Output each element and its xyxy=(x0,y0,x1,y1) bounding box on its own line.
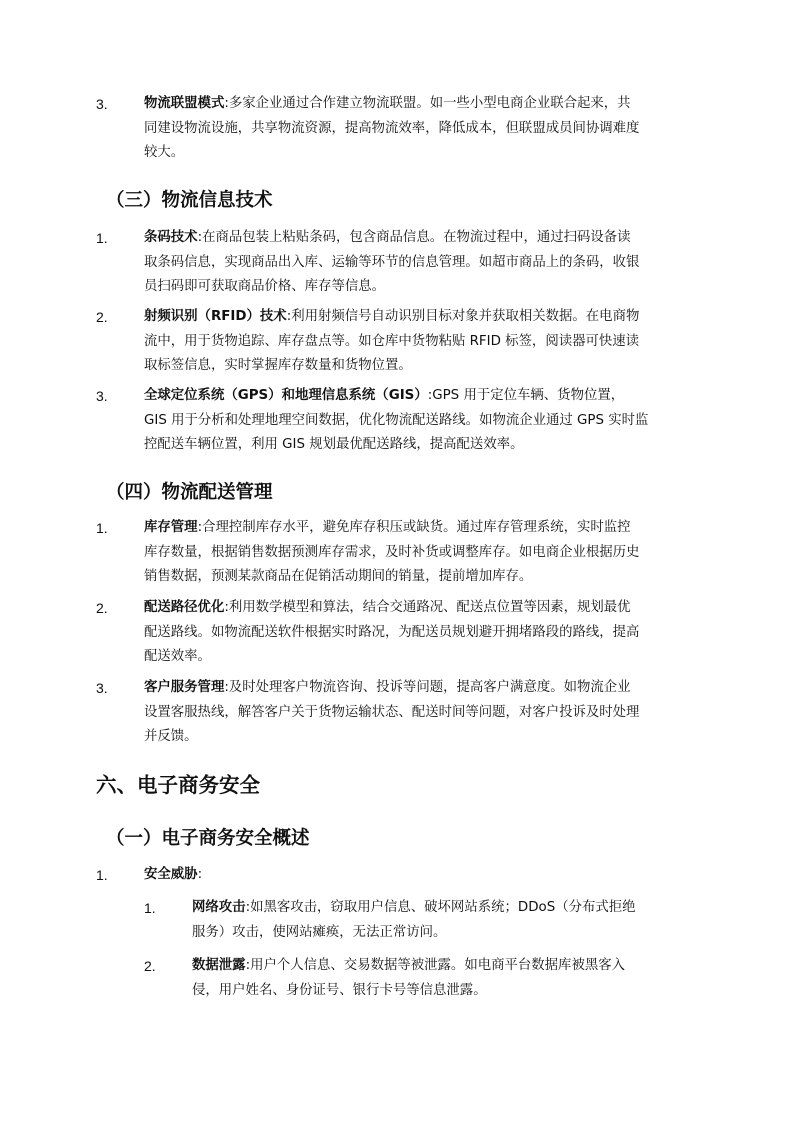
list-number: 3. xyxy=(96,388,108,404)
list-item-body: 配送路径优化:利用数学模型和算法，结合交通路况、配送点位置等因素，规划最优 配送路线。如物流配送软件根据实时路况，为配送员规划避开拥堵路段的路线，提高 配送效率。 xyxy=(144,600,640,664)
list-number: 2. xyxy=(96,600,108,616)
term-label: 客户服务管理 xyxy=(144,680,225,695)
list-number: 2. xyxy=(96,309,108,325)
term-label: 物流联盟模式 xyxy=(144,96,225,111)
heading-logistics-info-tech: （三）物流信息技术 xyxy=(106,190,273,211)
term-label: 条码技术 xyxy=(144,230,198,245)
list-item-body: 全球定位系统（GPS）和地理信息系统（GIS）:GPS 用于定位车辆、货物位置， GIS 用于分析和处理地理空间数据，优化物流配送路线。如物流企业通过 GPS 实时监 控配送车辆位置，利用 GIS 规划最优配送路线，提高配送效率。 xyxy=(144,388,649,452)
list-item-body: 网络攻击:如黑客攻击，窃取用户信息、破坏网站系统；DDoS（分布式拒绝 服务）攻击，使网站瘫痪，无法正常访问。 xyxy=(192,900,636,940)
list-number: 2. xyxy=(144,958,156,974)
list-item-body: 安全威胁: xyxy=(144,867,203,882)
list-number: 1. xyxy=(96,520,108,536)
term-label: 网络攻击 xyxy=(192,900,246,915)
list-number: 1. xyxy=(144,900,156,916)
term-label: 数据泄露 xyxy=(192,958,246,973)
list-number: 3. xyxy=(96,680,108,696)
term-label: 库存管理 xyxy=(144,520,198,535)
list-number: 3. xyxy=(96,96,108,112)
term-label: 安全威胁 xyxy=(144,867,198,882)
list-item-body: 客户服务管理:及时处理客户物流咨询、投诉等问题，提高客户满意度。如物流企业 设置客服热线，解答客户关于货物运输状态、配送时间等问题，对客户投诉及时处理 并反馈。 xyxy=(144,680,640,744)
list-item-body: 库存管理:合理控制库存水平，避免库存积压或缺货。通过库存管理系统，实时监控 库存数量，根据销售数据预测库存需求，及时补货或调整库存。如电商企业根据历史 销售数据，预测某款商品在促销活动期间的销量，提前增加库存。 xyxy=(144,520,640,584)
list-number: 1. xyxy=(96,867,108,883)
heading-delivery-management: （四）物流配送管理 xyxy=(106,482,273,503)
term-label: 配送路径优化 xyxy=(144,600,225,615)
heading-ecommerce-security: 六、电子商务安全 xyxy=(96,773,260,797)
list-item-body: 数据泄露:用户个人信息、交易数据等被泄露。如电商平台数据库被黑客入 侵，用户姓名、身份证号、银行卡号等信息泄露。 xyxy=(192,958,626,998)
list-item-body: 射频识别（RFID）技术:利用射频信号自动识别目标对象并获取相关数据。在电商物 流中，用于货物追踪、库存盘点等。如仓库中货物粘贴 RFID 标签，阅读器可快速读 取标签信息，实时掌握库存数量和货物位置。 xyxy=(144,309,640,373)
heading-security-overview: （一）电子商务安全概述 xyxy=(106,828,310,849)
term-label: 全球定位系统（GPS）和地理信息系统（GIS） xyxy=(144,388,428,403)
list-number: 1. xyxy=(96,230,108,246)
term-label: 射频识别（RFID）技术 xyxy=(144,309,287,324)
list-item-body: 条码技术:在商品包装上粘贴条码，包含商品信息。在物流过程中，通过扫码设备读 取条码信息，实现商品出入库、运输等环节的信息管理。如超市商品上的条码，收银 员扫码即可获取商品价格、库存等信息。 xyxy=(144,230,640,294)
list-item-body: 物流联盟模式:多家企业通过合作建立物流联盟。如一些小型电商企业联合起来，共 同建设物流设施，共享物流资源，提高物流效率，降低成本，但联盟成员间协调难度 较大。 xyxy=(144,96,640,160)
